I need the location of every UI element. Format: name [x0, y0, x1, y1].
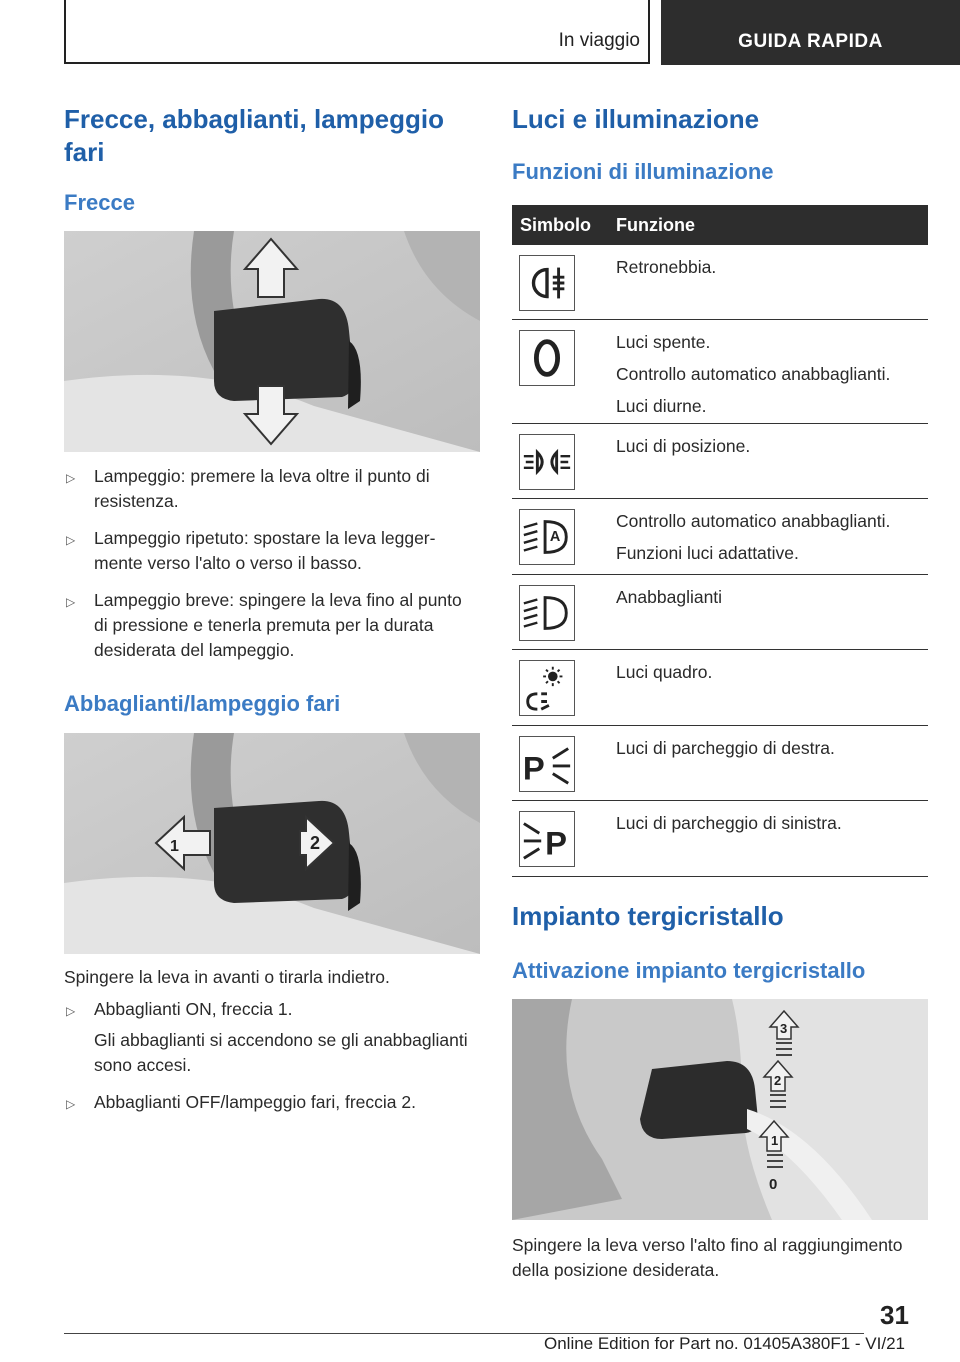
svg-text:2: 2: [774, 1073, 782, 1088]
instrument-lighting-icon: [519, 660, 575, 716]
svg-text:1: 1: [170, 838, 179, 855]
column-header-symbol: Simbolo: [520, 215, 591, 235]
svg-text:2: 2: [310, 833, 321, 853]
turn-signal-list: [64, 464, 474, 675]
parking-lights-icon: [519, 434, 575, 490]
lights-off-icon: [519, 330, 575, 386]
table-row: P Luci di parcheggio di sinistra.: [512, 801, 928, 877]
svg-text:1: 1: [771, 1133, 779, 1148]
rear-fog-light-icon: [519, 255, 575, 311]
left-subtitle-abbaglianti: Abbaglianti/lampeggio fari: [64, 691, 341, 716]
header-frame-bottom: [64, 62, 650, 64]
left-title: Frecce, abbaglianti, lampeggio fari: [64, 104, 444, 167]
bullet-triangle-icon: ▷: [66, 471, 76, 485]
list-item: ▷ Lampeggio: premere la leva oltre il punto di resistenza.: [66, 466, 430, 511]
table-row: Luci di posizione.: [512, 424, 928, 499]
table-row: Luci quadro.: [512, 650, 928, 726]
wiper-lever-photo: [512, 999, 928, 1220]
list-item: ▷ Lampeggio breve: spingere la leva fino al punto di pressione e tenerla premuta per la durata desiderata del lampeggio.: [66, 590, 462, 660]
svg-text:P: P: [545, 824, 567, 862]
right-title-wiper: Impianto tergicristallo: [512, 901, 784, 931]
header-frame-left: [64, 0, 66, 64]
svg-text:3: 3: [780, 1021, 788, 1036]
table-row: A Controllo automatico anabbaglianti. Funzioni luci adattative.: [512, 499, 928, 575]
svg-text:0: 0: [769, 1176, 778, 1193]
page-number: 31: [880, 1300, 909, 1330]
list-item: ▷ Abbaglianti OFF/lampeggio fari, freccia 2.: [64, 1090, 474, 1115]
header-frame-right: [648, 0, 650, 64]
auto-low-beam-icon: [519, 509, 575, 565]
right-subtitle-funzioni: Funzioni di illuminazione: [512, 159, 774, 184]
left-subtitle-frecce: Frecce: [64, 190, 135, 215]
bullet-triangle-icon: ▷: [66, 595, 76, 609]
wiper-paragraph: Spingere la leva verso l'alto fino al raggiungimento della posizione desiderata.: [512, 1235, 903, 1280]
header-tab[interactable]: GUIDA RAPIDA: [661, 0, 960, 65]
column-header-function: Funzione: [616, 215, 695, 235]
table-header: [512, 205, 928, 245]
list-item: ▷ Abbaglianti ON, freccia 1. Gli abbaglianti si accendono se gli anabbaglianti sono accesi.: [66, 999, 468, 1075]
left-parking-light-icon: [519, 811, 575, 867]
table-row: Luci spente. Controllo automatico anabbaglianti. Luci diurne.: [512, 320, 928, 424]
table-row: Anabbaglianti: [512, 575, 928, 650]
list-item: ▷ Lampeggio ripetuto: spostare la leva leggermente verso l'alto o verso il basso.: [66, 528, 436, 573]
bullet-triangle-icon: ▷: [66, 1004, 76, 1018]
lighting-functions-table: [512, 205, 928, 877]
high-beam-lever-photo: [64, 733, 480, 954]
svg-text:P: P: [522, 749, 545, 787]
table-row: P Luci di parcheggio di destra.: [512, 726, 928, 801]
header-section-label: In viaggio: [558, 30, 640, 51]
high-beam-list: [64, 997, 474, 1127]
low-beam-icon: [519, 585, 575, 641]
table-row: Retronebbia.: [512, 245, 928, 320]
right-title: Luci e illuminazione: [512, 104, 760, 134]
bullet-triangle-icon: ▷: [66, 533, 76, 547]
footer-edition: Online Edition for Part no. 01405A380F1 - VI/21: [543, 1334, 905, 1353]
svg-text:A: A: [549, 528, 561, 545]
high-beam-paragraph: Spingere la leva in avanti o tirarla indietro.: [64, 967, 390, 987]
bullet-triangle-icon: ▷: [66, 1097, 76, 1111]
turn-signal-lever-photo: [64, 231, 480, 452]
right-parking-light-icon: [519, 736, 575, 792]
right-subtitle-wiper: Attivazione impianto tergicristallo: [512, 958, 866, 983]
